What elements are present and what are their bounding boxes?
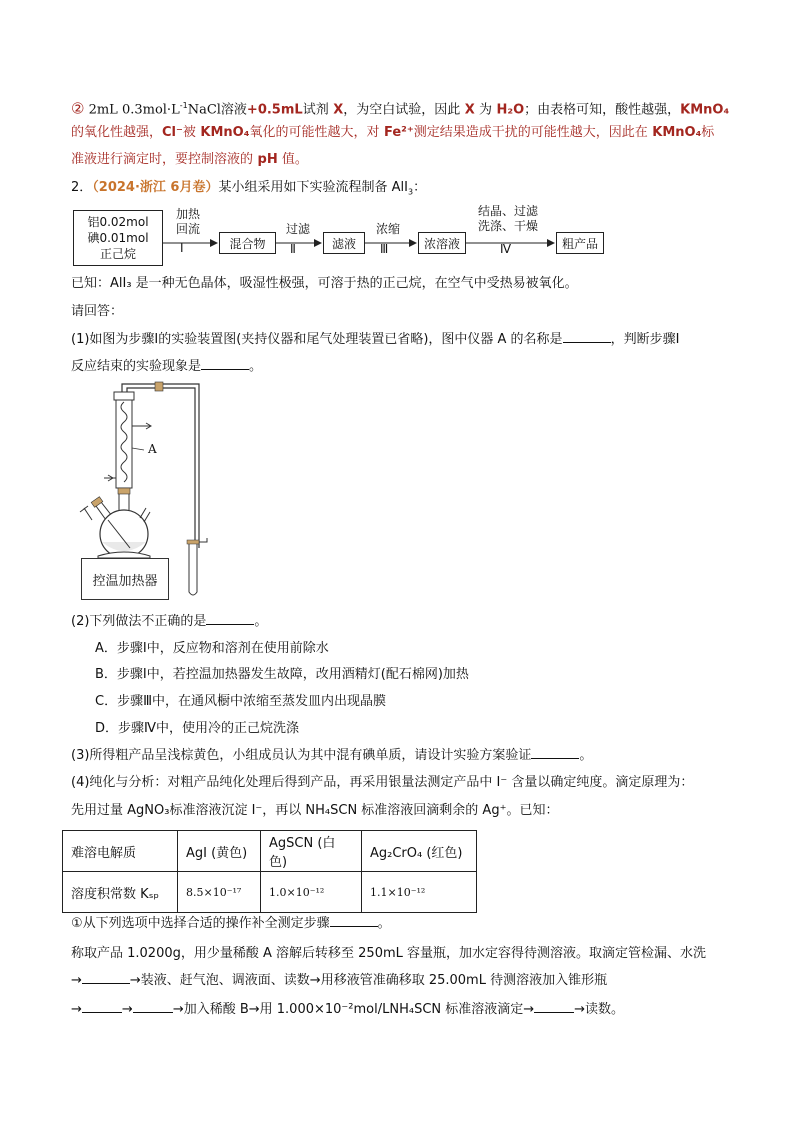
question-4-line-1: (4)纯化与分析：对粗产品纯化处理后得到产品，再采用银量法测定产品中 I⁻ 含量以确定纯度。滴定原理为： — [71, 775, 694, 790]
option-a: A．步骤Ⅰ中，反应物和溶剂在使用前除水 — [95, 641, 329, 656]
table-header: AgI (黄色) — [178, 831, 261, 872]
question-source: （2024·浙江 6月卷） — [92, 180, 219, 195]
question-2-title: 2．（2024·浙江 6月卷）某小组采用如下实验流程制备 AlI$_3$： — [71, 180, 427, 197]
table-header: AgSCN (白色) — [261, 831, 362, 872]
apparatus-figure — [70, 380, 220, 600]
answer-blank — [201, 357, 249, 370]
question-2b-stem: (2)下列做法不正确的是 。 — [71, 614, 268, 629]
please-answer: 请回答： — [71, 304, 124, 319]
flow-step-2-label: 过滤 Ⅱ — [285, 222, 310, 256]
question-1-line-2: 反应结束的实验现象是 。 — [71, 359, 263, 374]
flow-box-concentrate: 浓溶液 — [418, 232, 466, 254]
procedure-line-1: 称取产品 1.0200g，用少量稀酸 A 溶解后转移至 250mL 容量瓶，加水定容得待测溶液。取滴定管检漏、水洗 — [71, 946, 707, 961]
question-4-line-2: 先用过量 AgNO₃标准溶液沉淀 I⁻，再以 NH₄SCN 标准溶液回滴剩余的 Ag⁺。已知： — [71, 803, 559, 818]
answer-blank — [531, 746, 579, 759]
procedure-line-3: → → →加入稀酸 B→用 1.000×10⁻²mol/LNH₄SCN 标准溶液滴定→ →读数。 — [71, 1002, 625, 1017]
answer-blank — [206, 612, 254, 625]
flow-step-3-label: 浓缩 Ⅲ — [375, 222, 400, 256]
circled-number: ② — [71, 99, 85, 118]
flow-box-mixture: 混合物 — [219, 232, 276, 254]
answer-blank — [330, 914, 378, 927]
explanation-line-1: ② 2mL $0.3mol\cdot L^{-1}NaCl$溶液+0.5mL试剂 X，为空白试验，因此 X 为 H₂O；由表格可知，酸性越强，KMnO₄ — [71, 99, 730, 118]
table-row — [63, 831, 477, 872]
instrument-a-label: A — [148, 442, 157, 456]
answer-blank — [133, 1000, 173, 1013]
table-cell: 8.5×10⁻¹⁷ — [178, 872, 261, 913]
table-row — [63, 872, 477, 913]
option-c: C．步骤Ⅲ中，在通风橱中浓缩至蒸发皿内出现晶膜 — [95, 694, 387, 709]
flow-step-1-label: 加热 回流 Ⅰ — [175, 207, 200, 255]
flow-box-filtrate: 滤液 — [323, 232, 365, 254]
table-header: Ag₂CrO₄ (红色) — [362, 831, 477, 872]
option-d: D．步骤Ⅳ中，使用冷的正己烷洗涤 — [95, 721, 300, 736]
flow-step-4-label: 结晶、过滤 洗涤、干燥 Ⅳ — [477, 204, 538, 256]
sub-question-1: ①从下列选项中选择合适的操作补全测定步骤 。 — [71, 916, 391, 931]
answer-blank — [82, 1000, 122, 1013]
flow-box-crude-product: 粗产品 — [556, 232, 604, 254]
temperature-controlled-heater: 控温加热器 — [81, 558, 169, 600]
explanation-line-2: 的氧化性越强，Cl⁻被 KMnO₄氧化的可能性越大，对 Fe²⁺测定结果造成干扰的可能性越大，因此在 KMnO₄标 — [71, 125, 715, 140]
answer-blank — [82, 971, 130, 984]
answer-blank — [563, 330, 611, 343]
explanation-line-3: 准液进行滴定时，要控制溶液的 pH 值。 — [71, 152, 308, 167]
known-info: 已知：AlI₃ 是一种无色晶体，吸湿性极强，可溶于热的正己烷，在空气中受热易被氧化。 — [71, 276, 578, 291]
procedure-line-2: → →装液、赶气泡、调液面、读数→用移液管准确移取 25.00mL 待测溶液加入锥形瓶 — [71, 973, 608, 988]
flow-start-box: 铝0.02mol 碘0.01mol 正己烷 — [73, 210, 163, 266]
table-cell: 溶度积常数 Kₛₚ — [63, 872, 178, 913]
option-b: B．步骤Ⅰ中，若控温加热器发生故障，改用酒精灯(配石棉网)加热 — [95, 667, 469, 682]
question-3: (3)所得粗产品呈浅棕黄色，小组成员认为其中混有碘单质，请设计实验方案验证 。 — [71, 748, 593, 763]
table-cell: 1.0×10⁻¹² — [261, 872, 362, 913]
answer-blank — [534, 1000, 574, 1013]
table-cell: 1.1×10⁻¹² — [362, 872, 477, 913]
question-1-line-1: (1)如图为步骤Ⅰ的实验装置图(夹持仪器和尾气处理装置已省略)，图中仪器 A 的名称是 ，判断步骤Ⅰ — [71, 332, 680, 347]
ksp-table — [62, 830, 477, 913]
table-header: 难溶电解质 — [63, 831, 178, 872]
